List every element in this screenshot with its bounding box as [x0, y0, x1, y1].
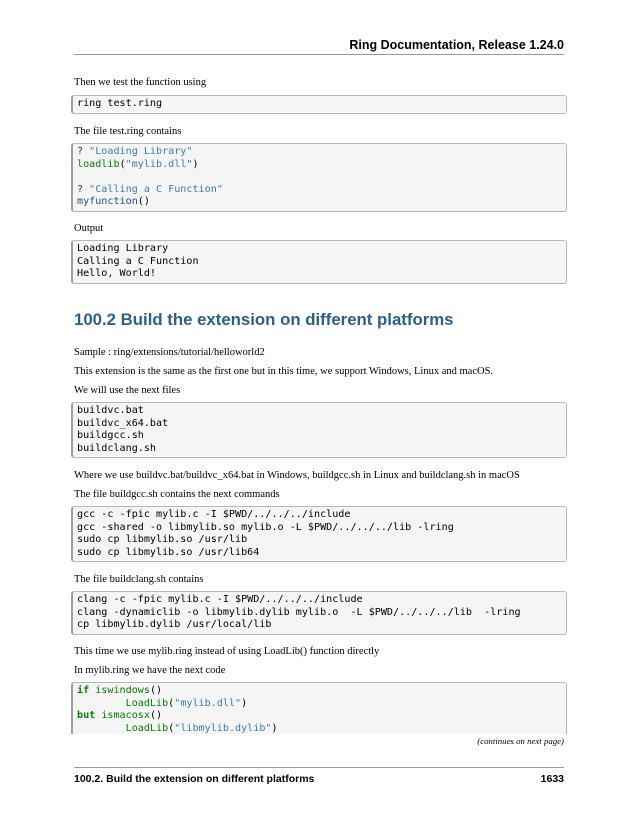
code-token: ?	[77, 146, 90, 157]
code-token: )	[192, 158, 199, 170]
footer-rule	[74, 767, 564, 768]
paragraph: Then we test the function using	[74, 77, 207, 88]
paragraph: In mylib.ring we have the next code	[74, 665, 226, 676]
footer-section: 100.2. Build the extension on different platforms	[74, 773, 315, 785]
code-line: Hello, World!	[77, 268, 157, 279]
paragraph: Sample : ring/extensions/tutorial/helloworld2	[74, 347, 265, 358]
paragraph: Output	[74, 223, 104, 234]
code-token: ()	[149, 685, 163, 696]
code-function: myfunction	[77, 196, 138, 207]
paragraph: Where we use buildvc.bat/buildvc_x64.bat in Windows, buildgcc.sh in Linux and buildclang.sh in macOS	[74, 470, 520, 481]
paragraph: This time we use mylib.ring instead of using LoadLib() function directly	[74, 646, 380, 657]
code-block-mylib-ring	[71, 682, 567, 734]
code-function: iswindows	[95, 685, 150, 696]
paragraph: The file buildgcc.sh contains the next commands	[74, 489, 280, 500]
code-function: ismacosx	[101, 710, 150, 721]
code-token: )	[271, 722, 278, 734]
code-block-run	[71, 95, 567, 114]
header-rule	[74, 54, 564, 55]
code-line: cp libmylib.dylib /usr/local/lib	[77, 619, 272, 630]
code-function: LoadLib	[125, 722, 169, 734]
section-heading: 100.2 Build the extension on different platforms	[74, 310, 454, 329]
paragraph: This extension is the same as the first one but in this time, we support Windows, Linux and macOS.	[74, 366, 494, 377]
code-token: )	[241, 697, 248, 709]
running-footer	[74, 772, 564, 786]
code-line: buildclang.sh	[77, 442, 157, 454]
code-function: LoadLib	[125, 697, 169, 709]
continues-note: (continues on next page)	[477, 736, 564, 746]
code-keyword: if	[77, 685, 90, 696]
code-token: (	[168, 722, 175, 734]
code-line: gcc -shared -o libmylib.so mylib.o -L $PWD/../../../lib -lring	[77, 521, 454, 533]
paragraph: The file buildclang.sh contains	[74, 574, 204, 585]
code-string: "mylib.dll"	[125, 158, 193, 170]
code-line: sudo cp libmylib.so /usr/lib64	[77, 546, 260, 558]
code-block-output	[71, 240, 567, 284]
code-token: ()	[149, 710, 163, 721]
code-keyword: but	[77, 710, 96, 721]
code-line: Loading Library	[77, 243, 169, 254]
code-token: (	[168, 697, 175, 709]
code-block-buildclang	[71, 591, 567, 635]
code-line: gcc -c -fpic mylib.c -I $PWD/../../../include	[77, 509, 351, 520]
code-line: Calling a C Function	[77, 255, 199, 267]
code-token: (	[119, 158, 126, 170]
code-string: "Calling a C Function"	[89, 183, 223, 195]
code-string: "mylib.dll"	[174, 697, 242, 709]
code-block-test-ring	[71, 143, 567, 212]
code-string: "Loading Library"	[89, 146, 193, 157]
running-header: Ring Documentation, Release 1.24.0	[349, 38, 564, 52]
paragraph: The file test.ring contains	[74, 126, 182, 137]
code-string: "libmylib.dylib"	[174, 722, 272, 734]
code-block-buildgcc	[71, 506, 567, 562]
code-block-files	[71, 402, 567, 458]
code-line: sudo cp libmylib.so /usr/lib	[77, 534, 248, 545]
paragraph: We will use the next files	[74, 385, 181, 396]
page-number: 1633	[540, 773, 564, 785]
code-line: clang -c -fpic mylib.c -I $PWD/../../../include	[77, 594, 363, 605]
code-token: ?	[77, 183, 90, 195]
code-line: buildvc.bat	[77, 405, 144, 416]
code-token: ()	[137, 196, 150, 207]
code-line: buildvc_x64.bat	[77, 417, 169, 429]
code-line: buildgcc.sh	[77, 430, 144, 441]
code-line: clang -dynamiclib -o libmylib.dylib mylib.o -L $PWD/../../../lib -lring	[77, 606, 521, 618]
code-line: ring test.ring	[77, 98, 163, 109]
code-function: loadlib	[77, 158, 120, 170]
